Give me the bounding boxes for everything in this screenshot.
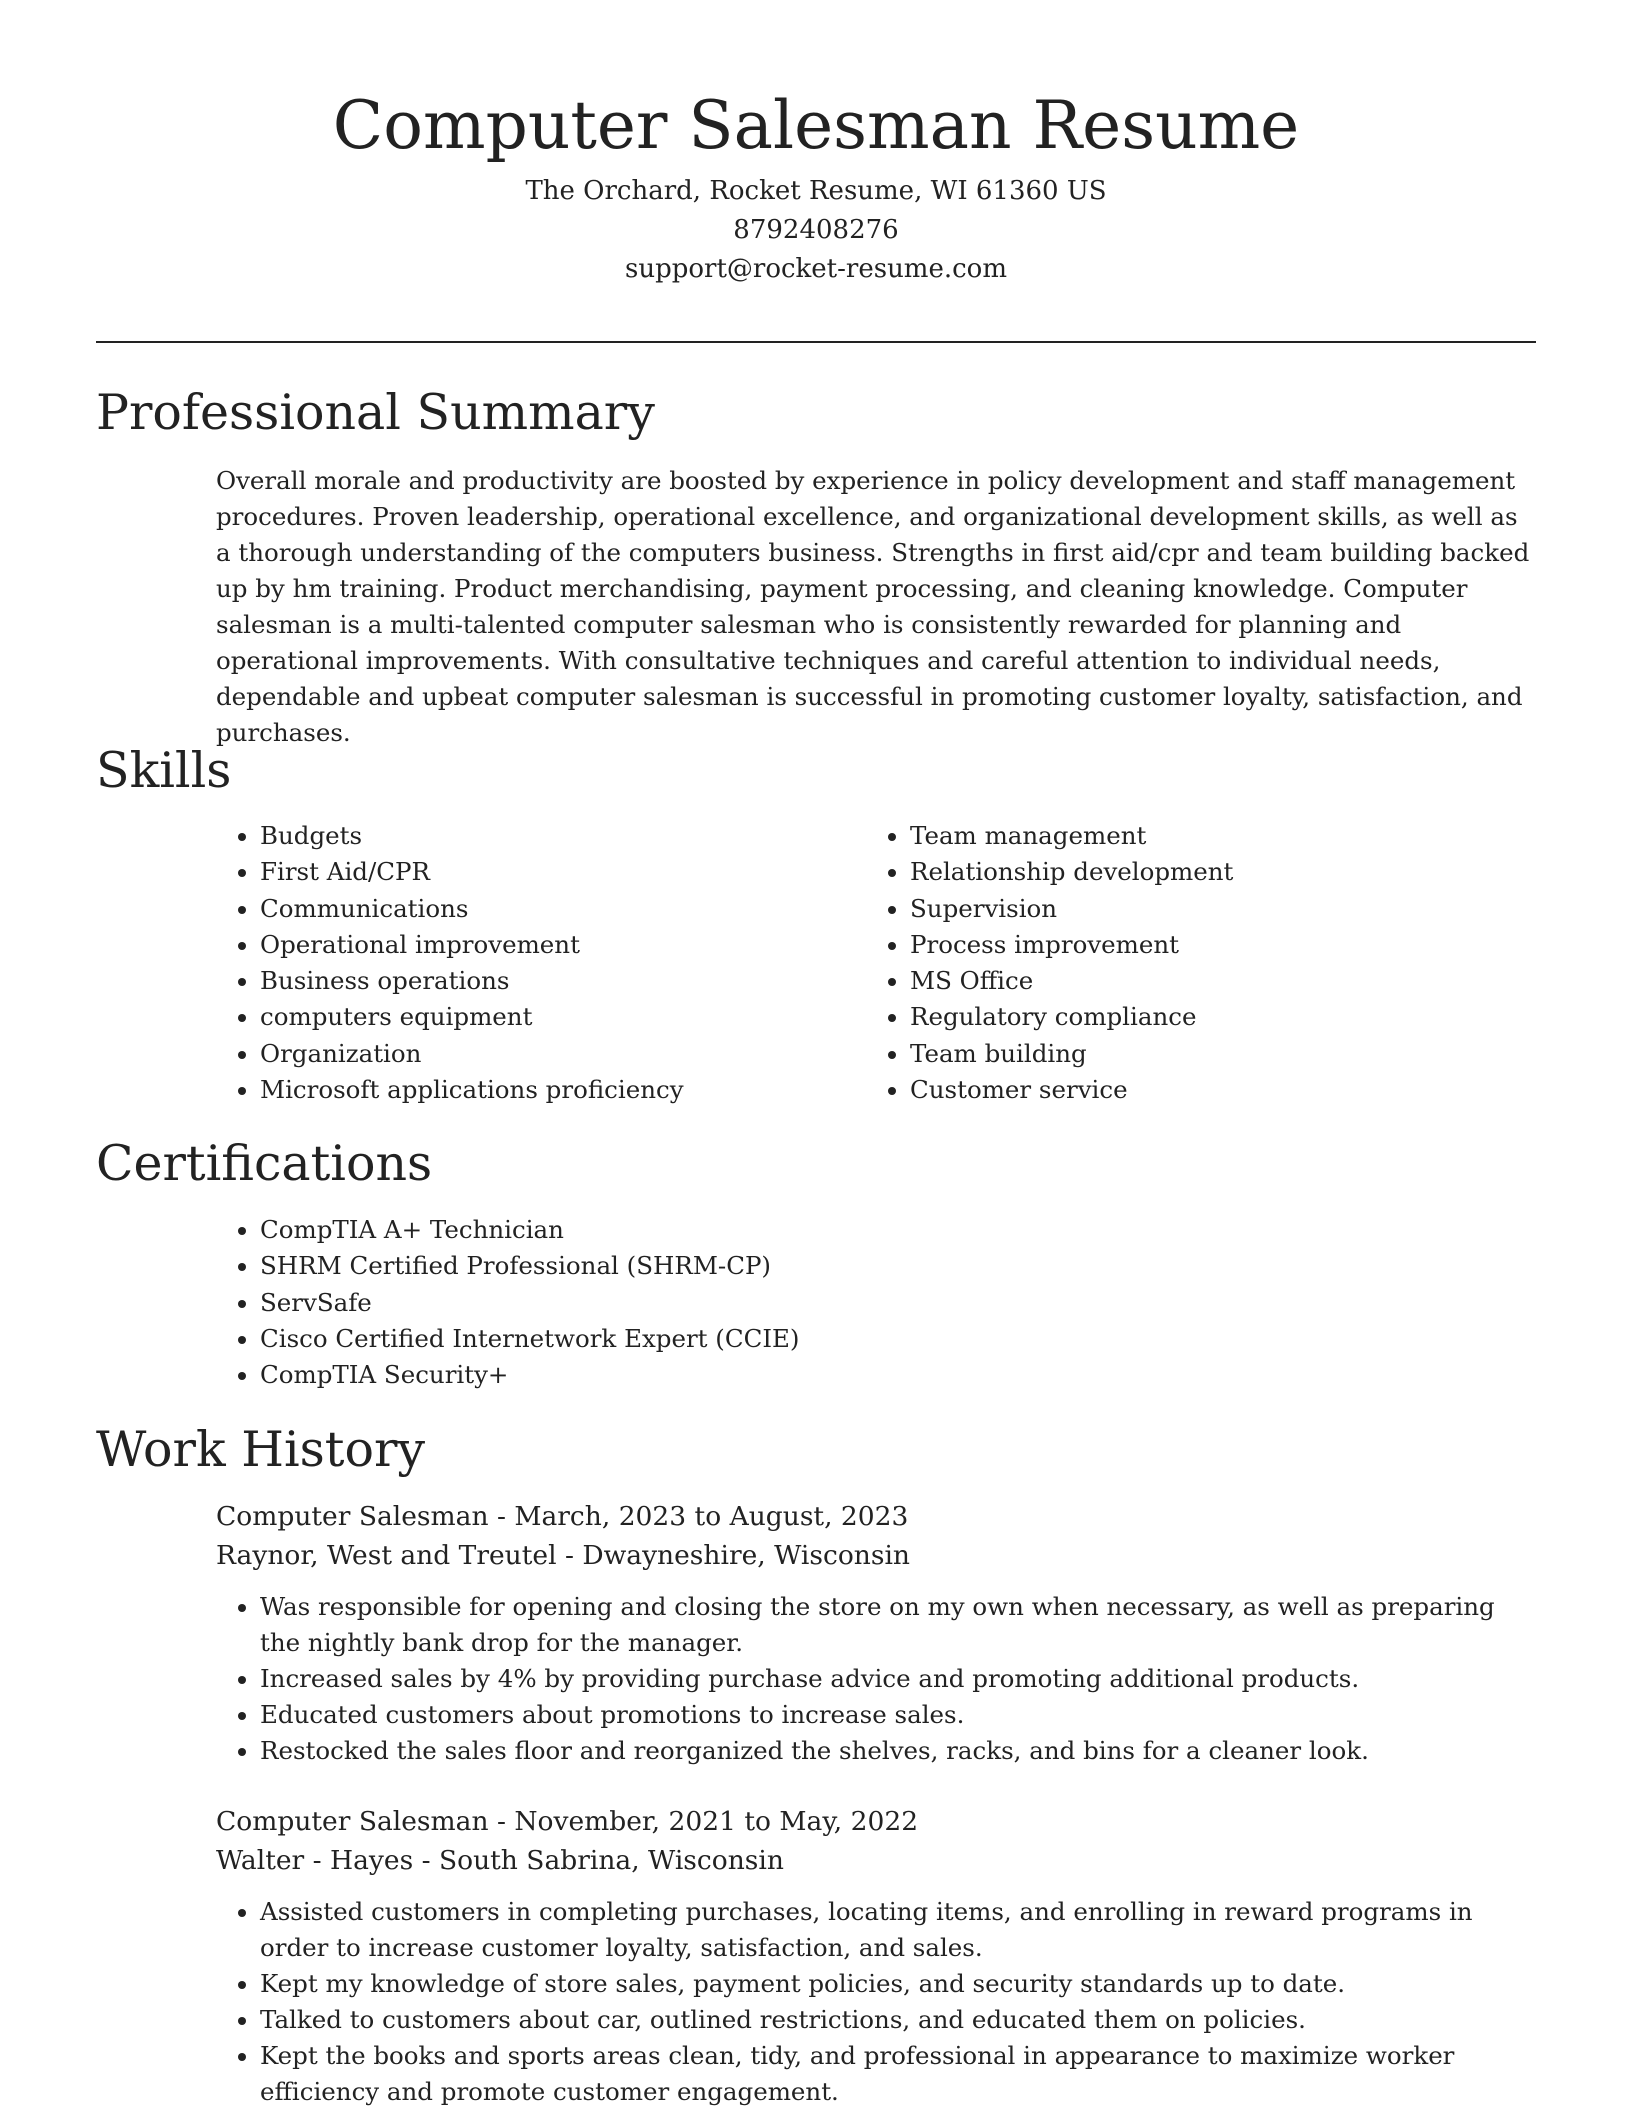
job-company-line [216, 1841, 1536, 1880]
skill-item: • MS Office [910, 963, 1486, 999]
job-bullets [216, 1589, 1536, 1769]
job-role: Computer Salesman [216, 1501, 489, 1532]
certification-item: • CompTIA A+ Technician [260, 1212, 1516, 1248]
job-dates: - November, 2021 to May, 2022 [488, 1806, 919, 1837]
skills-list-right [866, 818, 1486, 1108]
job-entry [216, 1802, 1536, 2110]
job-title-line [216, 1802, 1536, 1841]
job-entry [216, 1497, 1536, 1769]
skill-item: • Team building [910, 1036, 1486, 1072]
skill-item: • computers equipment [260, 999, 836, 1035]
job-bullet: • Assisted customers in completing purchases, locating items, and enrolling in reward programs in order to increase customer loyalty, satisfaction, and sales. [260, 1894, 1536, 1966]
skill-item: • Operational improvement [260, 927, 836, 963]
skill-item: • Budgets [260, 818, 836, 854]
skills-list-left [216, 818, 836, 1108]
skills-heading: Skills [96, 742, 232, 799]
certification-item: • SHRM Certified Professional (SHRM-CP) [260, 1248, 1516, 1284]
skill-item: • Relationship development [910, 854, 1486, 890]
email-address: support@rocket-resume.com [624, 254, 1007, 284]
skill-item: • Regulatory compliance [910, 999, 1486, 1035]
skill-item: • Customer service [910, 1072, 1486, 1108]
skill-item: • Business operations [260, 963, 836, 999]
address: The Orchard, Rocket Resume, WI 61360 US [525, 176, 1107, 206]
job-bullet: • Increased sales by 4% by providing purchase advice and promoting additional products. [260, 1661, 1536, 1697]
resume-title: Computer Salesman Resume [332, 87, 1300, 164]
job-bullet: • Kept my knowledge of store sales, payment policies, and security standards up to date. [260, 1966, 1536, 2002]
job-bullets [216, 1894, 1536, 2110]
job-bullet: • Kept the books and sports areas clean, tidy, and professional in appearance to maximize worker efficiency and promote customer engagement. [260, 2038, 1536, 2110]
job-dates: - March, 2023 to August, 2023 [488, 1501, 909, 1532]
certification-item: • ServSafe [260, 1285, 1516, 1321]
job-location: - South Sabrina, Wisconsin [413, 1845, 784, 1876]
job-company: Walter - Hayes [216, 1845, 414, 1876]
skill-item: • Process improvement [910, 927, 1486, 963]
skill-item: • Supervision [910, 891, 1486, 927]
job-bullet: • Talked to customers about car, outlined restrictions, and educated them on policies. [260, 2002, 1536, 2038]
skill-item: • Organization [260, 1036, 836, 1072]
skill-item: • Communications [260, 891, 836, 927]
certifications-heading: Certifications [96, 1135, 433, 1192]
job-bullet: • Restocked the sales floor and reorganized the shelves, racks, and bins for a cleaner look. [260, 1733, 1536, 1769]
summary-text: Overall morale and productivity are boosted by experience in policy development and staff management procedures. Proven leadership, operational excellence, and organizational development skills, as well as a thorough understanding of the computers business. Strengths in first aid/cpr and team building backed up by hm training. Product merchandising, payment processing, and cleaning knowledge. Computer salesman is a multi-talented computer salesman who is consistently rewarded for planning and operational improvements. With consultative techniques and careful attention to individual needs, dependable and upbeat computer salesman is successful in promoting customer loyalty, satisfaction, and purchases. [216, 466, 1530, 747]
skill-item: • Microsoft applications proficiency [260, 1072, 836, 1108]
certification-item: • CompTIA Security+ [260, 1357, 1516, 1393]
job-title-line [216, 1497, 1536, 1536]
job-role: Computer Salesman [216, 1806, 489, 1837]
work-history-heading: Work History [96, 1421, 426, 1478]
header-divider [96, 341, 1536, 343]
certification-item: • Cisco Certified Internetwork Expert (CCIE) [260, 1321, 1516, 1357]
skill-item: • First Aid/CPR [260, 854, 836, 890]
skill-item: • Team management [910, 818, 1486, 854]
job-company-line [216, 1536, 1536, 1575]
job-bullet: • Educated customers about promotions to increase sales. [260, 1697, 1536, 1733]
summary-heading: Professional Summary [96, 384, 655, 441]
job-bullet: • Was responsible for opening and closing the store on my own when necessary, as well as preparing the nightly bank drop for the manager. [260, 1589, 1536, 1661]
phone-number: 8792408276 [733, 215, 899, 245]
job-company: Raynor, West and Treutel [216, 1540, 557, 1571]
resume-header [96, 80, 1536, 289]
certifications-list [216, 1212, 1516, 1393]
job-location: - Dwayneshire, Wisconsin [556, 1540, 910, 1571]
